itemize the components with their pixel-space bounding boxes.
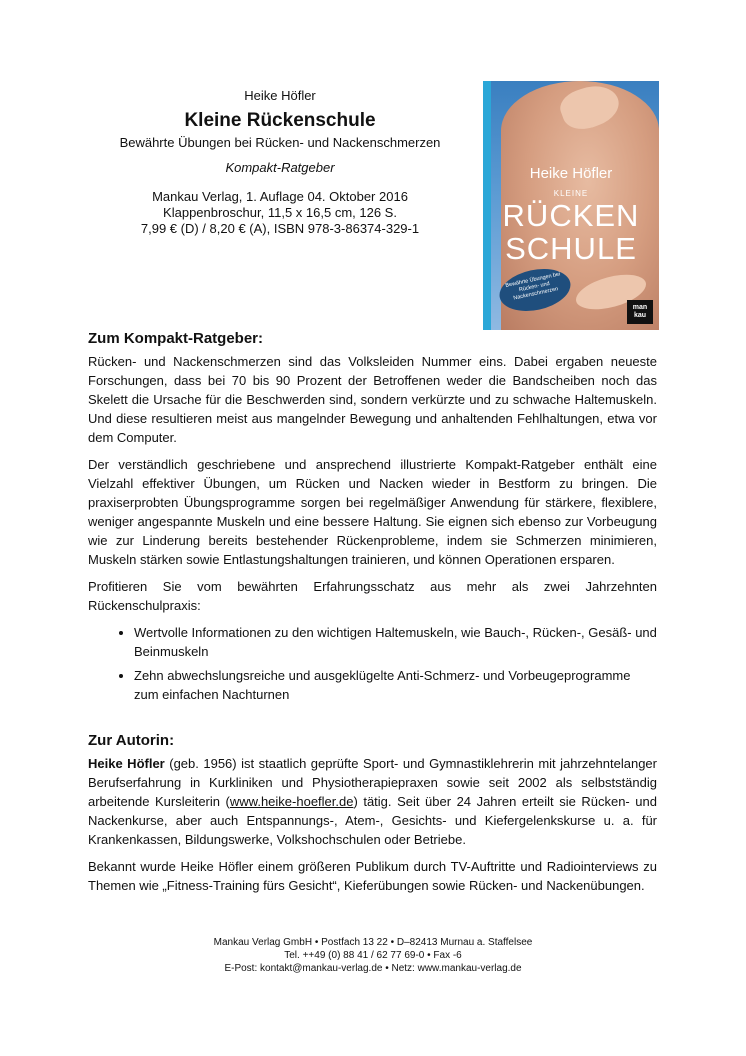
section-body-autorin: [88, 754, 657, 903]
author-name: Heike Höfler: [244, 88, 316, 103]
publication-details: [80, 189, 480, 237]
footer-phone: Tel. ++49 (0) 88 41 / 62 77 69-0 • Fax -6: [284, 950, 462, 961]
price-line: 7,99 € (D) / 8,20 € (A), ISBN 978-3-86374-329-1: [140, 221, 420, 236]
format-line: Klappenbroschur, 11,5 x 16,5 cm, 126 S.: [163, 205, 397, 220]
cover-kleine: KLEINE: [553, 189, 589, 198]
text-span: ) tätig. Seit über 24 Jahren erteilt sie Rücken- und Nackenkurse, aber auch Entspannungs-, Atem-, Gesichts- und Kiefergelenkskurse u. a. für Krankenkassen, Bildungswerke, Volkshochschulen oder Betriebe.: [88, 794, 657, 847]
book-series: Kompakt-Ratgeber: [225, 160, 335, 175]
paragraph: Der verständlich geschriebene und ansprechend illustrierte Kompakt-Ratgeber enthält eine Vielzahl effektiver Übungen, um Rücken und Nacken wieder in Bestform zu bringen. Die praxiserprobten Übungsprogramme sorgen bei regelmäßiger Anwendung für stärkere, flexiblere, weniger angespannte Muskeln und eine bessere Haltung. Sie eignen sich ebenso zur Vorbeugung wie zur Linderung bereits bestehender Rückenprobleme, indem sie Schmerzen minimieren, Muskeln stärken sowie Entlastungshaltungen trainieren, und können Operationen ersparen.: [88, 457, 657, 567]
book-title: Kleine Rückenschule: [184, 110, 376, 131]
publisher-logo: [627, 300, 653, 324]
publisher-footer: [80, 936, 666, 975]
bullet-list: [88, 623, 657, 704]
section-heading-ratgeber: Zum Kompakt-Ratgeber:: [88, 330, 264, 347]
footer-contact: E-Post: kontakt@mankau-verlag.de • Netz: www.mankau-verlag.de: [224, 963, 522, 974]
list-item: • Wertvolle Informationen zu den wichtigen Haltemuskeln, wie Bauch-, Rücken-, Gesäß- und Beinmuskeln: [134, 623, 657, 661]
cover-title-line-1: RÜCKEN: [502, 198, 640, 233]
paragraph: Profitieren Sie vom bewährten Erfahrungsschatz aus mehr als zwei Jahrzehnten Rückenschulpraxis:: [88, 579, 657, 613]
logo-text-2: kau: [633, 312, 647, 319]
cover-title-line-2: SCHULE: [505, 231, 637, 266]
author-name-bold: Heike Höfler: [88, 756, 165, 771]
section-heading-autorin: Zur Autorin:: [88, 732, 175, 749]
footer-address: Mankau Verlag GmbH • Postfach 13 22 • D–82413 Murnau a. Staffelsee: [213, 937, 533, 948]
logo-text-1: man: [632, 304, 648, 311]
paragraph: Rücken- und Nackenschmerzen sind das Volksleiden Nummer eins. Dabei ergaben neueste Forschungen, dass bei 70 bis 90 Prozent der Betroffenen weder die Bandscheiben noch das Skelett die Ursache für die Beschwerden sind, sondern verkürzte und zu schwache Haltemuskeln. Und diese resultieren meist aus mangelnder Bewegung und anhaltenden Fehlhaltungen, etwa vor dem Computer.: [88, 354, 657, 445]
section-body-ratgeber: [88, 352, 657, 709]
paragraph: Bekannt wurde Heike Höfler einem größeren Publikum durch TV-Auftritte und Radiointerviews zu Themen wie „Fitness-Training fürs Gesicht“, Kieferübungen sowie Rücken- und Nackenübungen.: [88, 859, 657, 893]
author-website-link[interactable]: www.heike-hoefler.de: [229, 794, 354, 809]
cover-badge: Bewährte Übungen bei Rücken- und Nackenschmerzen: [496, 263, 575, 317]
book-info-header: [80, 86, 480, 237]
paragraph: [88, 754, 657, 849]
publisher-line: Mankau Verlag, 1. Auflage 04. Oktober 2016: [152, 189, 408, 204]
book-cover-image: [483, 81, 659, 330]
text-span: (geb. 1956) ist staatlich geprüfte Sport- und Gymnastiklehrerin mit jahrzehntelanger Berufserfahrung in Kurkliniken und Physiotherapiepraxen sowie seit 2002 als selbstständig arbeitende Kursleiterin (: [88, 756, 657, 809]
book-subtitle: Bewährte Übungen bei Rücken- und Nackenschmerzen: [119, 135, 441, 150]
cover-author: Heike Höfler: [529, 165, 613, 182]
list-item: • Zehn abwechslungsreiche und ausgeklügelte Anti-Schmerz- und Vorbeugeprogramme zum einfachen Nachturnen: [134, 666, 657, 704]
